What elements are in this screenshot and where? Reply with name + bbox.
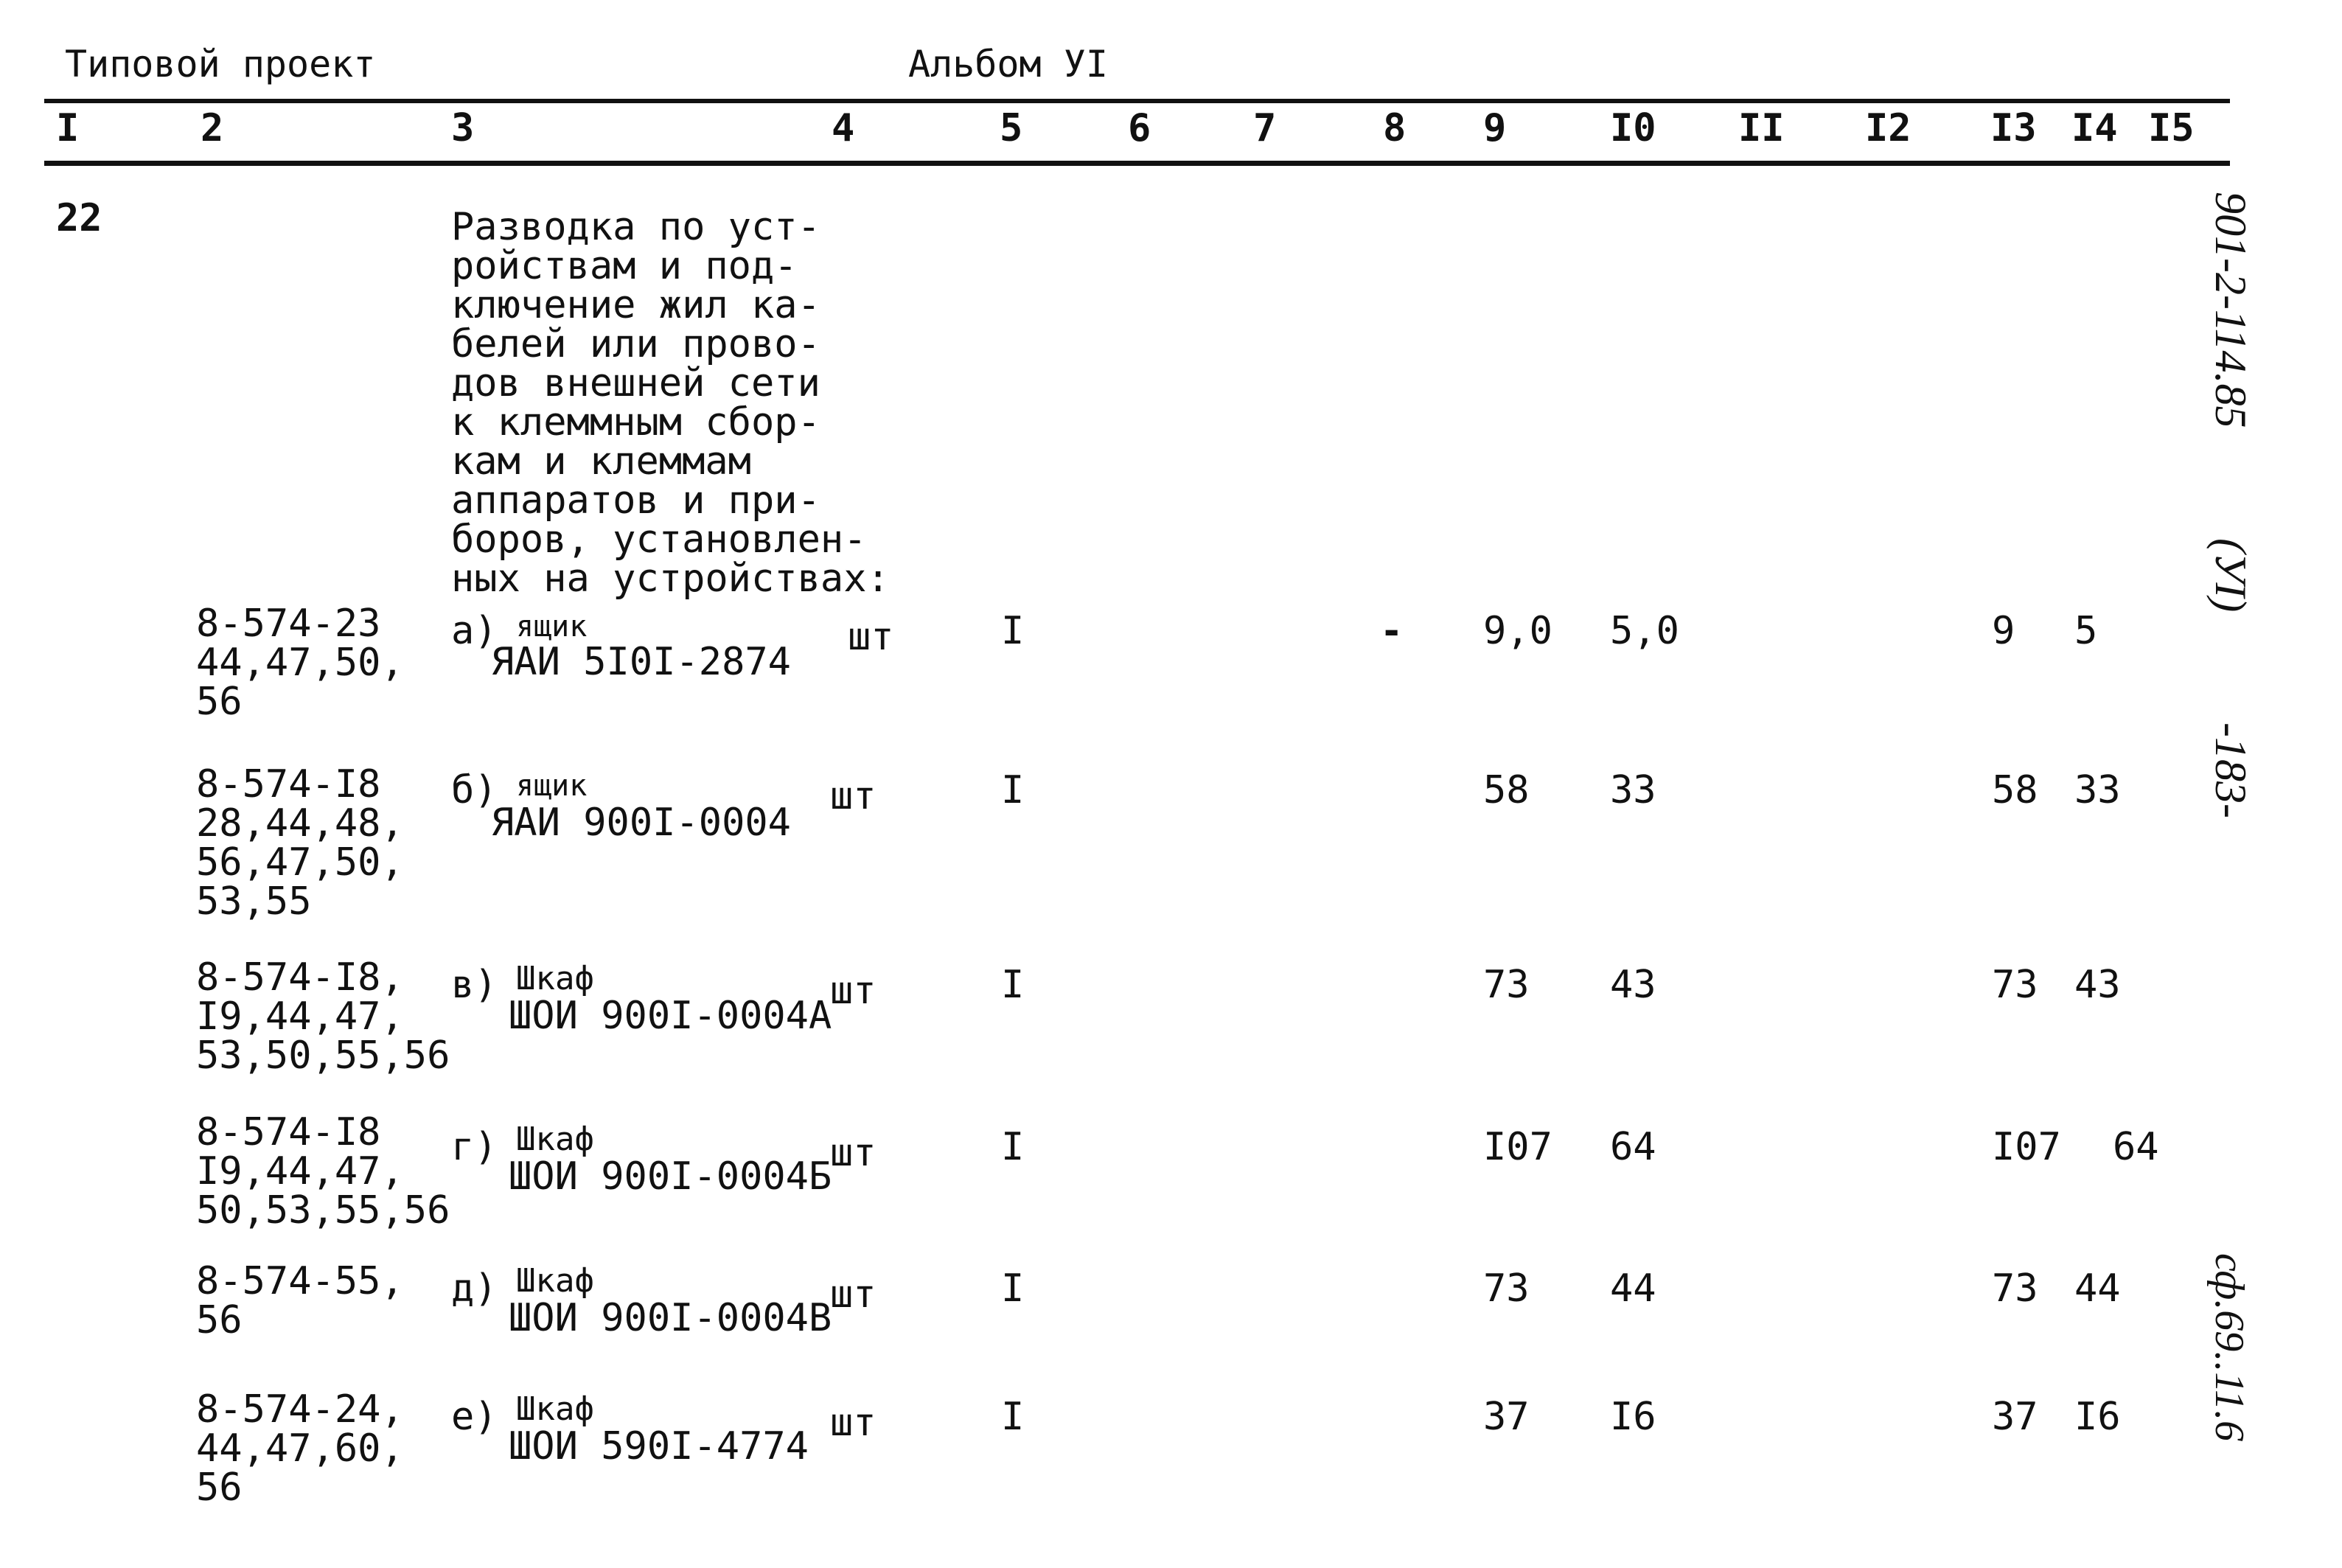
header-rule-top [44,99,2230,103]
col-8: 8 [1383,106,1407,150]
row-b-col9: 58 [1483,768,1530,812]
row-a-col10: 5,0 [1610,609,1679,653]
row-g-col13: I07 [1992,1125,2061,1169]
row-g-col9: I07 [1483,1125,1552,1169]
row-v-col10: 43 [1610,963,1656,1007]
row-e-col13: 37 [1992,1395,2038,1439]
row-e-unit: шт [830,1401,876,1445]
row-a-col8: - [1380,609,1404,653]
row-b-col14: 33 [2074,768,2121,812]
row-b-qty: I [1001,768,1025,812]
header-project-label: Типовой проект [65,43,376,86]
row-v-unit: шт [830,969,876,1013]
row-a-item-name: ящик [516,610,588,644]
row-g-drawings: 8-574-I8 I9,44,47, 50,53,55,56 [196,1110,450,1233]
row-b-item-name: ящик [516,769,588,803]
row-e-item-name: Шкаф [516,1390,594,1428]
col-12: I2 [1865,106,1911,150]
row-a-drawings: 8-574-23 44,47,50, 56 [196,602,404,725]
row-d-drawings: 8-574-55, 56 [196,1259,404,1343]
row-v-qty: I [1001,963,1025,1007]
margin-album: (УI) [2206,538,2255,613]
col-1: I [56,106,80,150]
row-d-col9: 73 [1483,1266,1530,1311]
col-13: I3 [1990,106,2037,150]
col-14: I4 [2071,106,2118,150]
col-6: 6 [1128,106,1151,150]
header-rule-bottom [44,161,2230,166]
row-b-drawings: 8-574-I8 28,44,48, 56,47,50, 53,55 [196,762,404,924]
row-e-qty: I [1001,1395,1025,1439]
col-2: 2 [201,106,224,150]
section-title: Разводка по уст- ройствам и под- ключение жил ка- белей или прово- дов внешней сети к клеммным сбор- кам и клеммам аппаратов и при- боров, установлен- ных на устройствах: [451,205,890,602]
col-11: II [1738,106,1785,150]
row-v-drawings: 8-574-I8, I9,44,47, 53,50,55,56 [196,955,450,1079]
row-d-unit: шт [830,1272,876,1317]
row-g-mark: г) [451,1125,498,1169]
margin-doc-code: 901-2-114.85 [2206,192,2255,428]
col-10: I0 [1610,106,1656,150]
section-number: 22 [56,196,102,240]
row-e-mark: е) [451,1395,498,1439]
row-v-item-name: Шкаф [516,960,594,997]
row-d-mark: д) [451,1266,498,1311]
row-a-unit: шт [848,615,894,659]
row-d-item-name: Шкаф [516,1262,594,1300]
row-e-col9: 37 [1483,1395,1530,1439]
row-e-col14: I6 [2074,1395,2121,1439]
row-e-item-code: ШОИ 590I-4774 [509,1424,809,1468]
row-v-col13: 73 [1992,963,2038,1007]
margin-page-number: -183- [2206,722,2255,818]
row-a-col9: 9,0 [1483,609,1552,653]
col-5: 5 [1000,106,1023,150]
row-g-unit: шт [830,1131,876,1175]
row-g-col14: 64 [2113,1125,2159,1169]
row-g-item-name: Шкаф [516,1121,594,1158]
row-b-col10: 33 [1610,768,1656,812]
row-b-mark: б) [451,768,498,812]
row-a-mark: а) [451,609,498,653]
row-v-item-code: ШОИ 900I-0004А [509,994,832,1038]
col-15: I5 [2148,106,2195,150]
row-d-col13: 73 [1992,1266,2038,1311]
row-v-col9: 73 [1483,963,1530,1007]
row-d-col14: 44 [2074,1266,2121,1311]
row-a-col13: 9 [1992,609,2015,653]
row-d-qty: I [1001,1266,1025,1311]
row-d-col10: 44 [1610,1266,1656,1311]
row-a-qty: I [1001,609,1025,653]
row-v-mark: в) [451,963,498,1007]
col-9: 9 [1483,106,1507,150]
row-d-item-code: ШОИ 900I-0004В [509,1296,832,1340]
col-7: 7 [1253,106,1277,150]
row-g-item-code: ШОИ 900I-0004Б [509,1154,832,1199]
row-g-col10: 64 [1610,1125,1656,1169]
margin-stamp: сф.69..11.6 [2206,1253,2252,1442]
row-b-item-code: ЯАИ 900I-0004 [491,801,791,845]
row-e-drawings: 8-574-24, 44,47,60, 56 [196,1387,404,1510]
row-a-col14: 5 [2074,609,2098,653]
row-b-col13: 58 [1992,768,2038,812]
row-a-item-code: ЯАИ 5I0I-2874 [491,640,791,684]
col-4: 4 [832,106,855,150]
row-g-qty: I [1001,1125,1025,1169]
row-v-col14: 43 [2074,963,2121,1007]
header-album-label: Альбом УI [908,43,1108,86]
row-e-col10: I6 [1610,1395,1656,1439]
col-3: 3 [451,106,475,150]
row-b-unit: шт [830,774,876,818]
